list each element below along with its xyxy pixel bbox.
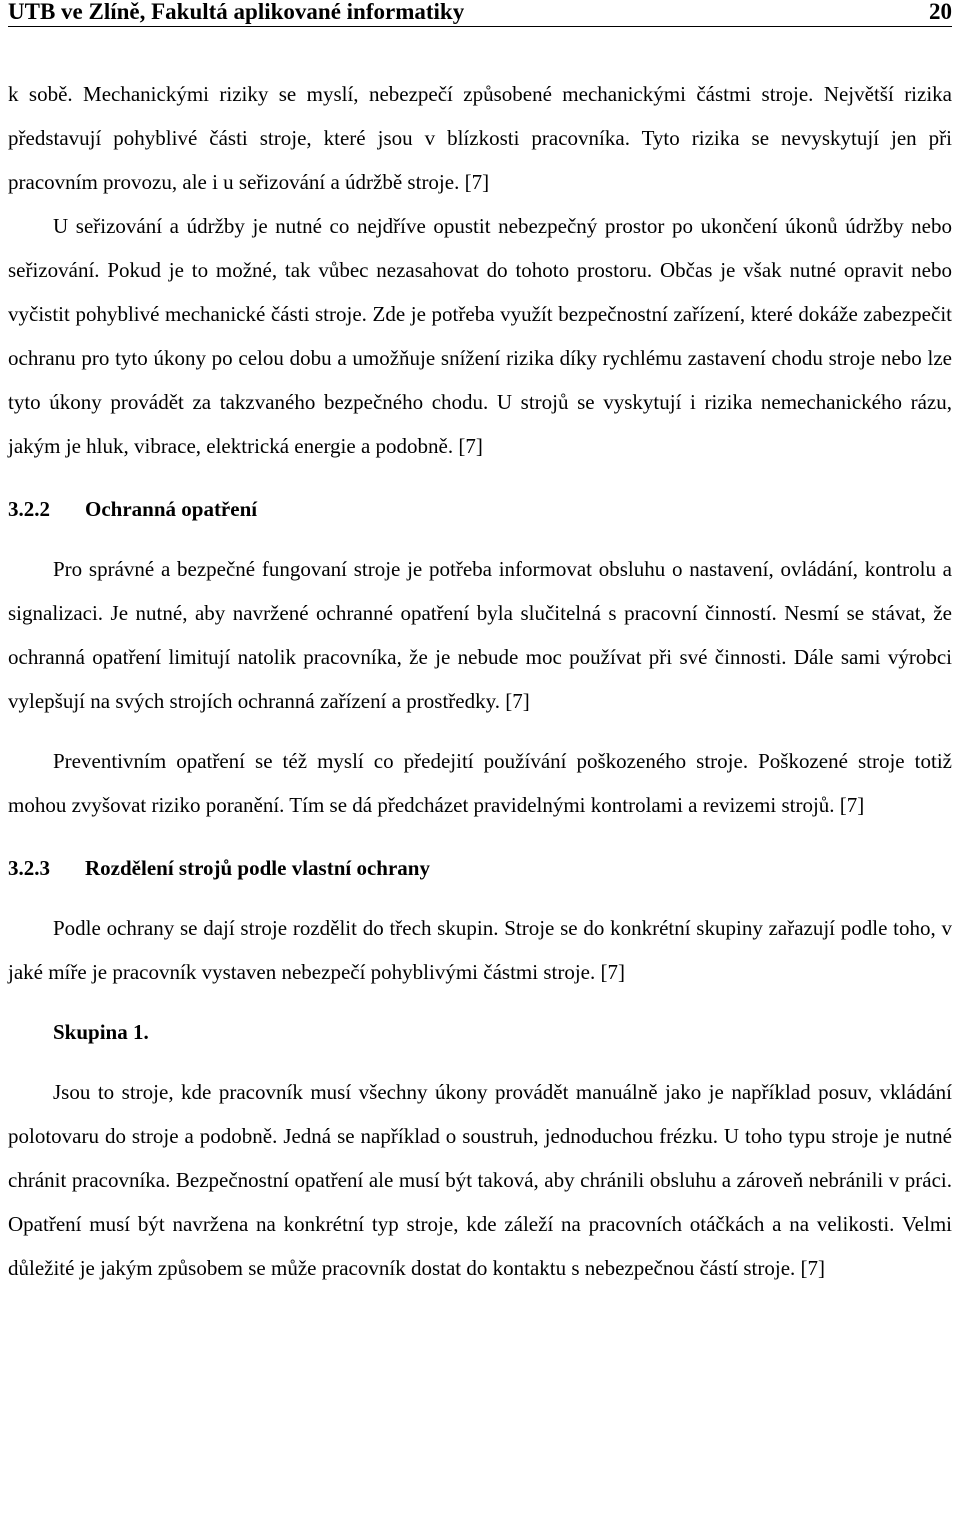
paragraph-maintenance: U seřizování a údržby je nutné co nejdříve opustit nebezpečný prostor po ukončení úkonů údržby nebo seřizování. Pokud je to možné, tak vůbec nezasahovat do tohoto prostoru. Občas je však nutné opravit nebo vyčistit pohyblivé mechanické části stroje. Zde je potřeba využít bezpečnostní zařízení, které dokáže zabezpečit ochranu pro tyto úkony po celou dobu a umožňuje snížení rizika díky rychlému zastavení chodu stroje nebo lze tyto úkony provádět za takzvaného bezpečného chodu. U strojů se vyskytují i rizika nemechanického rázu, jakým je hluk, vibrace, elektrická energie a podobně. [7] xyxy=(8,214,952,458)
group-heading: Skupina 1. xyxy=(53,1020,149,1044)
section-number: 3.2.3 xyxy=(8,856,50,880)
document-body xyxy=(8,72,952,1290)
section-heading-protective-measures xyxy=(8,487,952,531)
section-heading-machine-division xyxy=(8,846,952,890)
paragraph-groups-intro: Podle ochrany se dají stroje rozdělit do třech skupin. Stroje se do konkrétní skupiny zařazují podle toho, v jaké míře je pracovník vystaven nebezpečí pohyblivými částmi stroje. [7] xyxy=(8,916,952,984)
header-institution: UTB ve Zlíně, Fakultá aplikované informatiky xyxy=(8,0,465,24)
header-page-number: 20 xyxy=(929,0,952,24)
section-title: Rozdělení strojů podle vlastní ochrany xyxy=(85,856,430,880)
paragraph-mechanical-risks: k sobě. Mechanickými riziky se myslí, nebezpečí způsobené mechanickými částmi stroje. Největší rizika představují pohyblivé části stroje, které jsou v blízkosti pracovníka. Tyto rizika se nevyskytují jen při pracovním provozu, ale i u seřizování a údržbě stroje. [7] xyxy=(8,82,952,194)
paragraph-preventive: Preventivním opatření se též myslí co předejití používání poškozeného stroje. Poškozené stroje totiž mohou zvyšovat riziko poranění. Tím se dá předcházet pravidelnými kontrolami a revizemi strojů. [7] xyxy=(8,749,952,817)
section-number: 3.2.2 xyxy=(8,497,50,521)
running-header xyxy=(8,0,952,27)
paragraph-group-1: Jsou to stroje, kde pracovník musí všechny úkony provádět manuálně jako je například posuv, vkládání polotovaru do stroje a podobně. Jedná se například o soustruh, jednoduchou frézku. U toho typu stroje je nutné chránit pracovníka. Bezpečnostní opatření ale musí být taková, aby chránili obsluhu a zároveň nebránili v práci. Opatření musí být navržena na konkrétní typ stroje, kde záleží na pracovních otáčkách a na velikosti. Velmi důležité je jakým způsobem se může pracovník dostat do kontaktu s nebezpečnou částí stroje. [7] xyxy=(8,1080,952,1280)
section-title: Ochranná opatření xyxy=(85,497,258,521)
paragraph-operation-info: Pro správné a bezpečné fungovaní stroje je potřeba informovat obsluhu o nastavení, ovládání, kontrolu a signalizaci. Je nutné, aby navržené ochranné opatření byla slučitelná s pracovní činností. Nesmí se stávat, že ochranná opatření limitují natolik pracovníka, že je nebude moc používat při své činnosti. Dále sami výrobci vylepšují na svých strojích ochranná zařízení a prostředky. [7] xyxy=(8,557,952,713)
